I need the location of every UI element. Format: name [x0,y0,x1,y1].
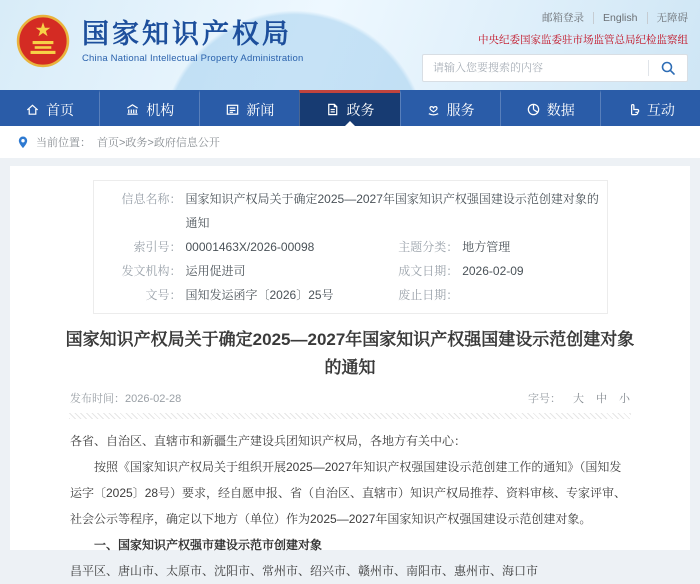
info-label: 主题分类： [398,240,459,254]
table-row [94,283,607,307]
info-label: 废止日期： [398,288,459,302]
article-intro: 各省、自治区、直辖市和新疆生产建设兵团知识产权局，各地方有关中心： [70,434,467,448]
national-emblem-icon [16,14,70,68]
table-row [94,259,607,283]
header-utilities [422,10,688,82]
english-link[interactable]: English [593,12,646,24]
hatched-divider [69,413,631,419]
font-size-large-button[interactable]: 大 [573,393,584,405]
news-icon [225,102,240,117]
nav-item-label: 政务 [346,101,375,118]
search-button[interactable] [649,55,687,81]
font-size-label: 字号： [528,393,561,405]
publish-time [70,390,181,406]
info-value [458,283,462,307]
section-heading: 一、国家知识产权强市建设示范市创建对象 [94,538,323,552]
site-logo[interactable] [16,14,303,68]
info-label: 文号： [145,288,182,302]
table-row [94,187,607,235]
nav-item-label: 数据 [546,101,575,118]
location-pin-icon [16,135,30,150]
search-input[interactable] [423,62,648,74]
info-value: 2026-02-09 [462,264,524,278]
content-card [10,166,690,578]
nav-item-data[interactable] [500,90,600,126]
info-value: 运用促进司 [185,264,246,278]
nav-item-label: 服务 [446,101,475,118]
font-size-control [528,390,630,406]
search-icon [660,60,676,76]
discipline-inspection-link[interactable]: 中央纪委国家监委驻市场监管总局纪检监察组 [478,34,688,46]
breadcrumb-path[interactable]: 首页>政务>政府信息公开 [97,137,220,149]
site-header [0,0,700,90]
top-links [422,10,688,25]
info-label: 信息名称： [121,192,182,206]
article-meta [70,390,630,406]
publish-time-label: 发布时间： [70,393,125,405]
service-icon [426,102,441,117]
info-value: 国知发运函字〔2026〕25号 [185,288,334,302]
nav-item-organization[interactable] [99,90,199,126]
city-list: 昌平区、唐山市、太原市、沈阳市、常州市、绍兴市、赣州市、南阳市、惠州市、海口市 [70,564,539,578]
font-size-medium-button[interactable]: 中 [596,393,607,405]
interact-icon [626,102,641,117]
data-icon [526,102,541,117]
nav-item-interaction[interactable] [600,90,700,126]
nav-item-services[interactable] [400,90,500,126]
bank-icon [125,102,140,117]
main-nav [0,90,700,126]
mail-login-link[interactable]: 邮箱登录 [542,12,585,24]
publish-time-value: 2026-02-28 [125,393,182,405]
info-value: 国家知识产权局关于确定2025—2027年国家知识产权强国建设示范创建对象的通知 [185,192,599,230]
nav-item-news[interactable] [199,90,299,126]
nav-item-label: 首页 [46,101,75,118]
accessibility-link[interactable]: 无障碍 [647,12,689,24]
document-info-table [93,180,608,314]
nav-item-home[interactable] [0,90,99,126]
info-value: 00001463X/2026-00098 [185,240,315,254]
site-subtitle: China National Intellectual Property Administration [82,52,304,64]
site-title: 国家知识产权局 [82,18,292,49]
info-label: 发文机构： [121,264,182,278]
table-row [94,235,607,259]
breadcrumb-label: 当前位置： [36,137,91,149]
article-body [70,428,630,584]
page-title: 国家知识产权局关于确定2025—2027年国家知识产权强国建设示范创建对象的通知 [65,330,635,377]
article-paragraph: 按照《国家知识产权局关于组织开展2025—2027年知识产权强国建设示范创建工作的通知》（国知发运字〔2025〕28号）要求，经自愿申报、省（自治区、直辖市）知识产权局推荐、资料审核、专家评审、社会公示等程序，确定以下地方（单位）作为2025—2027年国家知识产权强国建设示范创建对象。 [70,460,627,526]
breadcrumb [0,126,700,158]
home-icon [25,102,40,117]
nav-item-label: 新闻 [246,101,275,118]
document-icon [325,102,340,117]
nav-item-label: 机构 [146,101,175,118]
search-box [422,54,688,82]
nav-item-government-affairs[interactable] [299,90,399,126]
font-size-small-button[interactable]: 小 [619,393,630,405]
info-label: 成文日期： [398,264,459,278]
info-label: 索引号： [133,240,182,254]
info-value: 地方管理 [462,240,511,254]
nav-item-label: 互动 [646,101,675,118]
